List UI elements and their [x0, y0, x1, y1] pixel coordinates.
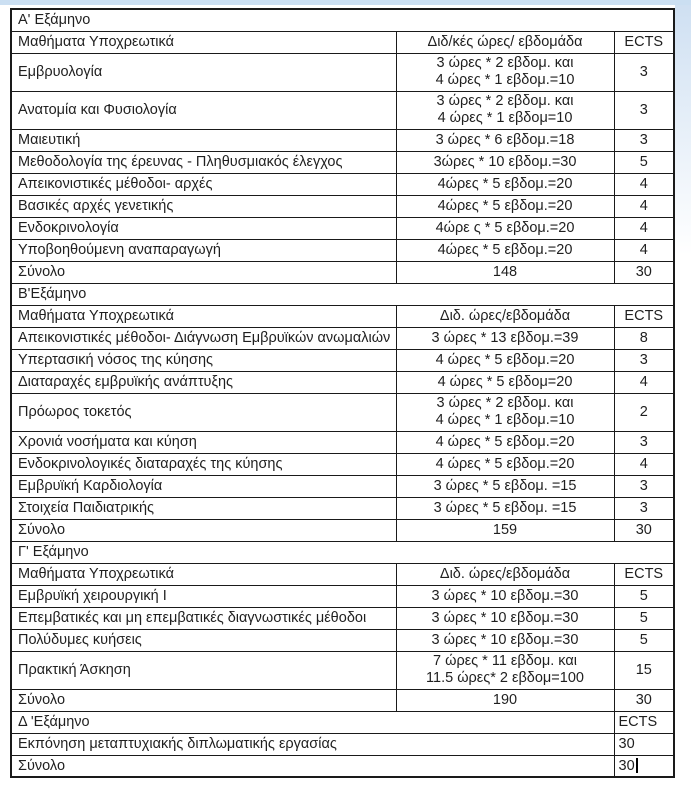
hours-cell	[396, 129, 614, 151]
table-row	[11, 711, 674, 733]
table-row	[11, 217, 674, 239]
table-row	[11, 453, 674, 475]
hours-line: 3 ώρες * 2 εβδομ. και	[436, 55, 574, 71]
table-row	[11, 173, 674, 195]
ects-cell: 4	[614, 239, 674, 261]
curriculum-table	[10, 8, 675, 778]
column-header-courses: Μαθήματα Υποχρεωτικά	[11, 31, 396, 53]
total-ects-cell: 30	[614, 261, 674, 283]
ects-cell: 3	[614, 53, 674, 91]
hours-line: 4 ώρες * 1 εβδομ=10	[437, 110, 573, 126]
ects-cell: 4	[614, 195, 674, 217]
table-row	[11, 629, 674, 651]
column-header-hours: Διδ. ώρες/εβδομάδα	[396, 305, 614, 327]
total-hours-cell: 159	[396, 519, 614, 541]
total-label-cell: Σύνολο	[11, 519, 396, 541]
ects-cell: 4	[614, 217, 674, 239]
column-header-courses: Μαθήματα Υποχρεωτικά	[11, 305, 396, 327]
hours-cell	[396, 349, 614, 371]
table-row	[11, 651, 674, 689]
hours-cell	[396, 327, 614, 349]
hours-cell	[396, 607, 614, 629]
table-row	[11, 733, 674, 755]
table-row	[11, 393, 674, 431]
table-row	[11, 283, 674, 305]
ects-cell: 15	[614, 651, 674, 689]
hours-cell	[396, 629, 614, 651]
course-cell: Απεικονιστικές μέθοδοι- Διάγνωση Εμβρυϊκών ανωμαλιών	[11, 327, 396, 349]
total-ects-value: 30	[618, 757, 635, 774]
hours-line: 4 ώρες * 5 εβδομ.=20	[435, 433, 575, 450]
course-cell: Ανατομία και Φυσιολογία	[11, 91, 396, 129]
table-row	[11, 9, 674, 31]
hours-cell	[396, 173, 614, 195]
hours-line: 4 ώρες * 5 εβδομ=20	[437, 373, 573, 390]
course-cell: Στοιχεία Παιδιατρικής	[11, 497, 396, 519]
table-row	[11, 541, 674, 563]
course-cell: Βασικές αρχές γενετικής	[11, 195, 396, 217]
ects-cell: 2	[614, 393, 674, 431]
course-cell: Εμβρυϊκή Καρδιολογία	[11, 475, 396, 497]
course-cell: Ενδοκρινολογικές διαταραχές της κύησης	[11, 453, 396, 475]
ects-cell: 3	[614, 129, 674, 151]
table-row	[11, 53, 674, 91]
total-ects-cell: 30	[614, 519, 674, 541]
ects-cell: 8	[614, 327, 674, 349]
table-row	[11, 261, 674, 283]
course-cell: Πρακτική Άσκηση	[11, 651, 396, 689]
hours-line: 3 ώρες * 10 εβδομ.=30	[431, 587, 579, 604]
ects-cell: 5	[614, 629, 674, 651]
section-title: Γ' Εξάμηνο	[11, 541, 674, 563]
course-cell: Απεικονιστικές μέθοδοι- αρχές	[11, 173, 396, 195]
hours-line: 3 ώρες * 5 εβδομ. =15	[433, 499, 577, 516]
course-cell: Υπερτασική νόσος της κύησης	[11, 349, 396, 371]
window-top-strip	[0, 0, 691, 5]
ects-cell: 5	[614, 607, 674, 629]
hours-line: 7 ώρες * 11 εβδομ. και	[433, 653, 577, 669]
hours-line: 4ώρες * 5 εβδομ.=20	[437, 241, 573, 258]
table-row	[11, 431, 674, 453]
hours-cell	[396, 371, 614, 393]
table-row	[11, 689, 674, 711]
column-header-courses: Μαθήματα Υποχρεωτικά	[11, 563, 396, 585]
ects-cell: 3	[614, 349, 674, 371]
curriculum-table-body	[11, 9, 674, 777]
table-row	[11, 585, 674, 607]
course-cell: Πολύδυμες κυήσεις	[11, 629, 396, 651]
column-header-ects: ECTS	[614, 563, 674, 585]
total-label-cell: Σύνολο	[11, 689, 396, 711]
total-ects-cell	[614, 755, 674, 777]
table-row	[11, 371, 674, 393]
section-title: Β'Εξάμηνο	[11, 283, 674, 305]
table-row	[11, 195, 674, 217]
text-cursor	[636, 758, 638, 773]
hours-line: 3 ώρες * 10 εβδομ.=30	[431, 631, 579, 648]
hours-cell	[396, 393, 614, 431]
hours-cell	[396, 453, 614, 475]
hours-line: 4 ώρες * 5 εβδομ.=20	[435, 455, 575, 472]
total-label-cell: Σύνολο	[11, 755, 614, 777]
section-title: Δ 'Εξάμηνο	[11, 711, 614, 733]
hours-cell	[396, 585, 614, 607]
hours-cell	[396, 195, 614, 217]
column-header-hours: Διδ. ώρες/εβδομάδα	[396, 563, 614, 585]
hours-line: 3 ώρες * 2 εβδομ. και	[436, 93, 574, 109]
hours-cell	[396, 431, 614, 453]
table-row	[11, 607, 674, 629]
hours-cell	[396, 217, 614, 239]
table-row	[11, 475, 674, 497]
section-title-ects-header: ECTS	[614, 711, 674, 733]
hours-line: 4ώρες * 5 εβδομ.=20	[437, 175, 573, 192]
table-row	[11, 31, 674, 53]
table-row	[11, 519, 674, 541]
hours-cell	[396, 53, 614, 91]
ects-cell: 4	[614, 173, 674, 195]
course-cell: Χρονιά νοσήματα και κύηση	[11, 431, 396, 453]
course-cell: Διαταραχές εμβρυϊκής ανάπτυξης	[11, 371, 396, 393]
right-edge-shading	[675, 5, 691, 255]
section-title: Α' Εξάμηνο	[11, 9, 674, 31]
table-row	[11, 129, 674, 151]
table-row	[11, 151, 674, 173]
hours-cell	[396, 239, 614, 261]
ects-cell: 3	[614, 497, 674, 519]
table-row	[11, 497, 674, 519]
table-row	[11, 755, 674, 777]
course-cell: Εμβρυολογία	[11, 53, 396, 91]
hours-line: 4ώρε ς * 5 εβδομ.=20	[435, 219, 575, 236]
course-cell: Υποβοηθούμενη αναπαραγωγή	[11, 239, 396, 261]
table-row	[11, 305, 674, 327]
column-header-ects: ECTS	[614, 31, 674, 53]
course-cell: Μαιευτική	[11, 129, 396, 151]
course-cell: Εμβρυϊκή χειρουργική Ι	[11, 585, 396, 607]
course-cell: Ενδοκρινολογία	[11, 217, 396, 239]
hours-line: 3 ώρες * 13 εβδομ.=39	[431, 329, 579, 346]
hours-line: 3 ώρες * 6 εβδομ.=18	[435, 131, 575, 148]
hours-line: 3ώρες * 10 εβδομ.=30	[433, 153, 577, 170]
table-row	[11, 327, 674, 349]
hours-cell	[396, 151, 614, 173]
hours-cell	[396, 91, 614, 129]
ects-cell: 5	[614, 585, 674, 607]
total-ects-cell: 30	[614, 689, 674, 711]
hours-cell	[396, 475, 614, 497]
hours-line: 4 ώρες * 1 εβδομ.=10	[435, 412, 575, 428]
column-header-hours: Διδ/κές ώρες/ εβδομάδα	[396, 31, 614, 53]
table-row	[11, 563, 674, 585]
hours-line: 4 ώρες * 1 εβδομ.=10	[435, 72, 575, 88]
ects-cell: 4	[614, 371, 674, 393]
column-header-ects: ECTS	[614, 305, 674, 327]
total-hours-cell: 190	[396, 689, 614, 711]
hours-line: 11.5 ώρες* 2 εβδομ=100	[426, 670, 584, 686]
ects-cell: 3	[614, 91, 674, 129]
hours-cell	[396, 651, 614, 689]
hours-line: 3 ώρες * 10 εβδομ.=30	[431, 609, 579, 626]
ects-cell: 3	[614, 475, 674, 497]
ects-cell: 5	[614, 151, 674, 173]
total-label-cell: Σύνολο	[11, 261, 396, 283]
hours-line: 4 ώρες * 5 εβδομ.=20	[435, 351, 575, 368]
total-hours-cell: 148	[396, 261, 614, 283]
table-row	[11, 239, 674, 261]
table-row	[11, 91, 674, 129]
course-cell: Εκπόνηση μεταπτυχιακής διπλωματικής εργασίας	[11, 733, 614, 755]
ects-cell: 4	[614, 453, 674, 475]
course-cell: Μεθοδολογία της έρευνας - Πληθυσμιακός έλεγχος	[11, 151, 396, 173]
hours-line: 3 ώρες * 5 εβδομ. =15	[433, 477, 577, 494]
ects-cell: 30	[614, 733, 674, 755]
ects-cell: 3	[614, 431, 674, 453]
course-cell: Επεμβατικές και μη επεμβατικές διαγνωστικές μέθοδοι	[11, 607, 396, 629]
hours-cell	[396, 497, 614, 519]
hours-line: 3 ώρες * 2 εβδομ. και	[436, 395, 574, 411]
hours-line: 4ώρες * 5 εβδομ.=20	[437, 197, 573, 214]
course-cell: Πρόωρος τοκετός	[11, 393, 396, 431]
table-row	[11, 349, 674, 371]
